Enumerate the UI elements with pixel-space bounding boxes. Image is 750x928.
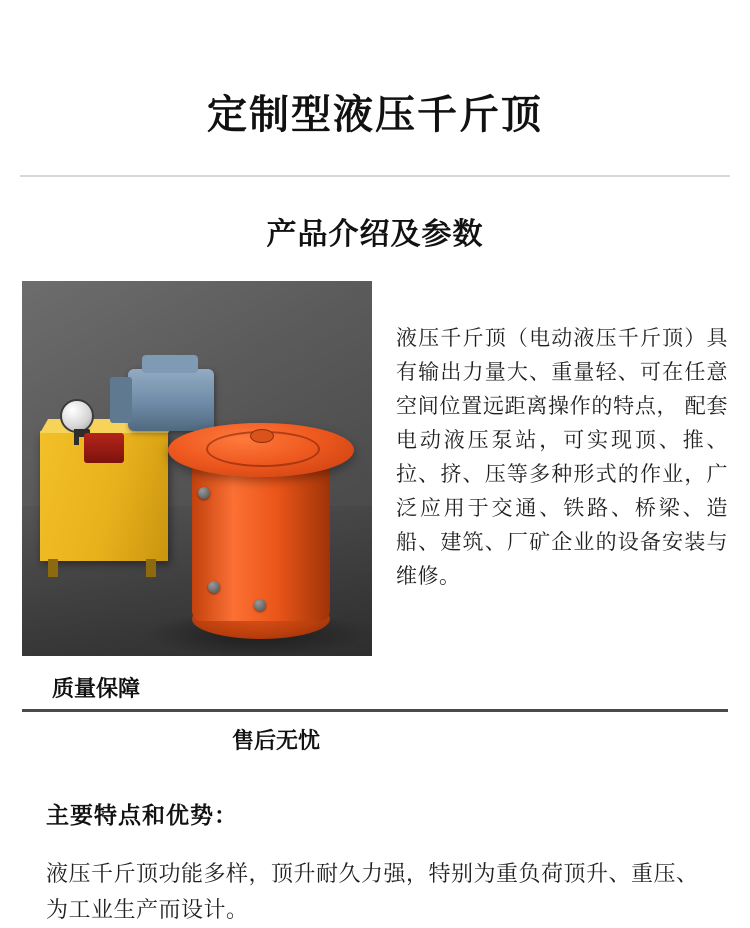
pressure-gauge-icon [60, 399, 94, 433]
features-title: 主要特点和优势： [46, 801, 238, 828]
title-divider [20, 175, 730, 177]
jack-piston-nub [250, 429, 274, 443]
intro-content-row [0, 281, 750, 656]
jack-bolt [208, 581, 220, 593]
guarantee-divider [22, 709, 728, 712]
jack-bolt [254, 599, 266, 611]
after-sales-label: 售后无忧 [232, 727, 321, 753]
product-detail-page [0, 27, 750, 927]
features-block [0, 797, 750, 928]
control-valve-block [84, 433, 124, 463]
product-photo [22, 281, 372, 656]
guarantee-block [0, 672, 750, 755]
product-description: 液压千斤顶（电动液压千斤顶）具有输出力量大、重量轻、可在任意空间位置远距离操作的特点， 配套电动液压泵站，可实现顶、推、拉、挤、压等多种形式的作业，广泛应用于交通、铁路、桥梁、造船、建筑、厂矿企业的设备安装与维修。 [396, 326, 728, 588]
jack-bolt [198, 487, 210, 499]
quality-guarantee-label: 质量保障 [52, 675, 141, 701]
pump-station-legs [46, 559, 164, 577]
features-body: 液压千斤顶功能多样，顶升耐久力强，特别为重负荷顶升、重压、为工业生产而设计。 [46, 860, 699, 923]
section-heading: 产品介绍及参数 [266, 217, 484, 251]
electric-motor [128, 369, 214, 431]
page-title: 定制型液压千斤顶 [207, 92, 543, 137]
motor-fan-cover [110, 377, 132, 423]
